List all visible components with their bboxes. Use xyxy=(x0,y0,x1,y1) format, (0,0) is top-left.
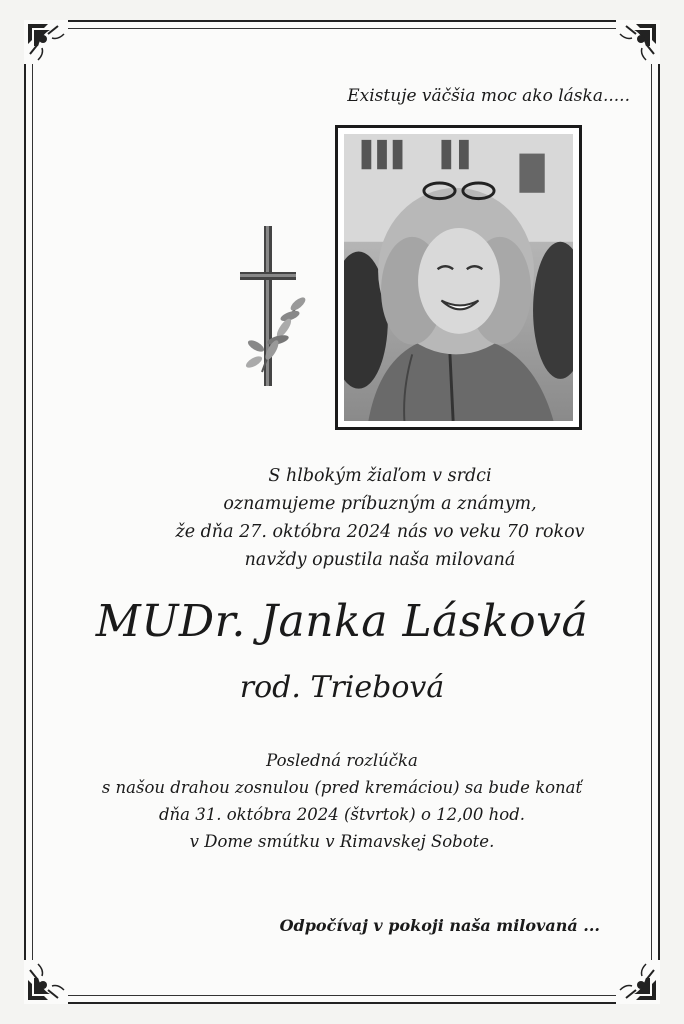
announcement-line: S hlbokým žiaľom v srdci xyxy=(268,466,492,486)
maiden-name: rod. Triebová xyxy=(239,670,445,705)
ornamental-corner-icon xyxy=(24,20,68,64)
ornamental-corner-icon xyxy=(616,960,660,1004)
announcement-text xyxy=(120,462,640,574)
closing-line: Odpočívaj v pokoji naša milovaná ... xyxy=(279,916,600,935)
farewell-line: s našou drahou zosnulou (pred kremáciou) sa bude konať xyxy=(101,778,583,797)
portrait-photo xyxy=(335,125,582,430)
deceased-name: MUDr. Janka Lásková xyxy=(95,596,589,647)
farewell-line: v Dome smútku v Rimavskej Sobote. xyxy=(189,832,495,851)
farewell-details xyxy=(80,747,604,855)
announcement-line: že dňa 27. októbra 2024 nás vo veku 70 rokov xyxy=(175,522,585,542)
ornamental-corner-icon xyxy=(24,960,68,1004)
announcement-line: oznamujeme príbuzným a známym, xyxy=(223,494,537,514)
motto-text: Existuje väčšia moc ako láska..... xyxy=(347,86,630,106)
farewell-line: dňa 31. októbra 2024 (štvrtok) o 12,00 hod. xyxy=(158,805,526,824)
cross-with-palm-icon xyxy=(236,222,312,390)
farewell-line: Posledná rozlúčka xyxy=(266,751,418,770)
ornamental-corner-icon xyxy=(616,20,660,64)
announcement-line: navždy opustila naša milovaná xyxy=(244,550,516,570)
